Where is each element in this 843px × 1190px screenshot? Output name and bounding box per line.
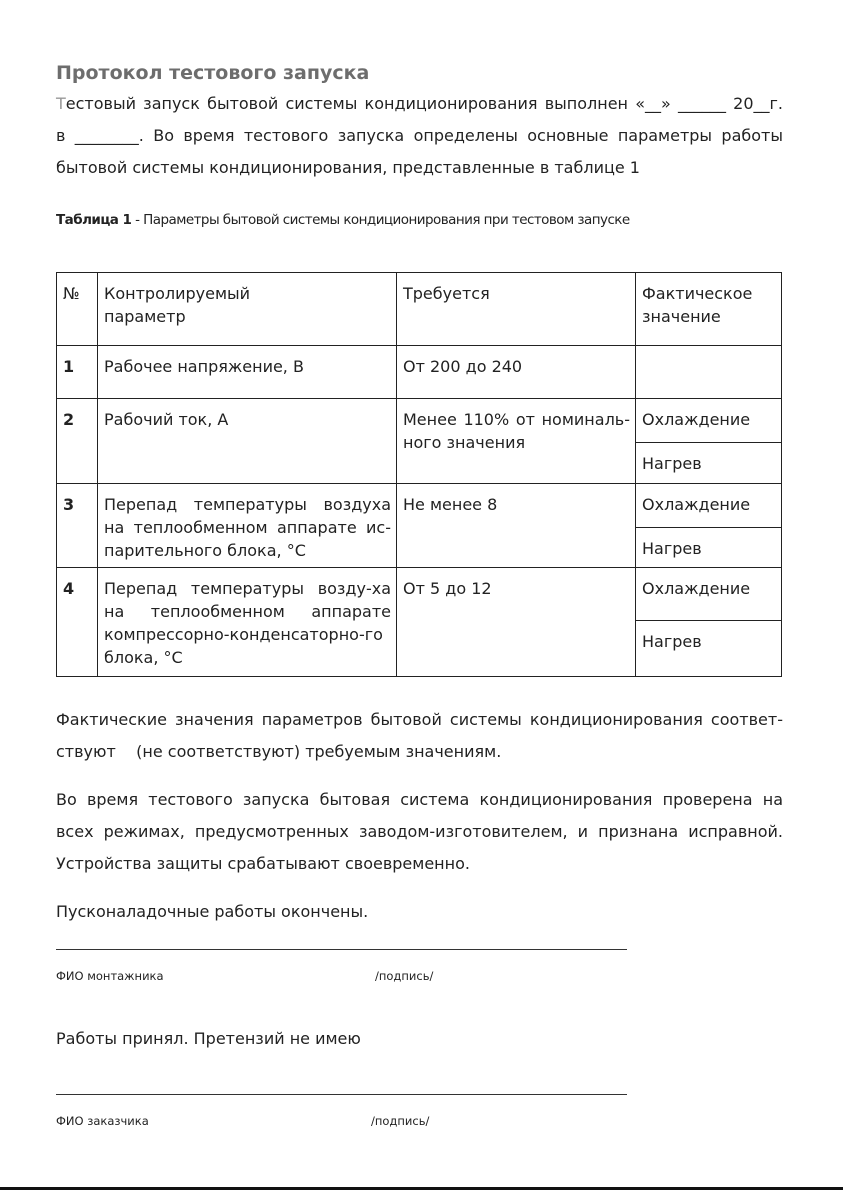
row-4-actual-heating: Нагрев [636,621,782,677]
row-3-number: 3 [57,484,98,568]
row-1-actual [636,346,782,399]
check-paragraph [56,784,783,880]
check-line-3: Устройства защиты срабатывают своевременно. [56,854,470,873]
row-1-number: 1 [57,346,98,399]
intro-line-1 [56,88,783,120]
row-3-actual-cooling: Охлаждение [636,484,782,528]
row-3-required: Не менее 8 [397,484,636,568]
header-actual: Фактическое значение [636,273,782,346]
intro-line-1-text: естовый запуск бытовой системы кондиционирования выполнен «__» ______ 20__г. [65,94,783,113]
header-required: Требуется [397,273,636,346]
check-line-2: всех режимах, предусмотренных заводом-изготовителем, и признана исправной. [56,822,783,841]
table-caption [56,212,630,228]
table-row [57,484,782,528]
customer-signature-line [56,1094,627,1095]
row-4-parameter: Перепад температуры возду-ха на теплообменном аппарате компрессорно-конденсаторно-го блока, °С [98,568,397,677]
intro-line-2: в ________. Во время тестового запуска определены основные параметры работы [56,126,783,145]
row-3-parameter: Перепад температуры воздуха на теплообменном аппарате ис-парительного блока, °С [98,484,397,568]
document-title: Протокол тестового запуска [56,62,370,84]
table-header-row [57,273,782,346]
row-2-required: Менее 110% от номиналь-ного значения [397,399,636,484]
check-line-1: Во время тестового запуска бытовая система кондиционирования проверена на [56,790,783,809]
conclusion-line-2: ствуют (не соответствуют) требуемым значениям. [56,742,502,761]
row-3-actual-heating: Нагрев [636,528,782,568]
row-2-actual-heating: Нагрев [636,443,782,484]
row-4-required: От 5 до 12 [397,568,636,677]
intro-paragraph [56,88,783,184]
intro-line-3: бытовой системы кондиционирования, представленные в таблице 1 [56,158,640,177]
accepted-text: Работы принял. Претензий не имею [56,1029,361,1048]
row-2-parameter: Рабочий ток, А [98,399,397,484]
installer-signature-line [56,949,627,950]
installer-name-label: ФИО монтажника [56,969,164,983]
conclusion-paragraph [56,704,783,768]
header-parameter: Контролируемый параметр [98,273,397,346]
row-2-actual-cooling: Охлаждение [636,399,782,443]
table-row [57,399,782,443]
conclusion-line-1: Фактические значения параметров бытовой системы кондиционирования соответ- [56,710,783,729]
table-caption-label: Таблица 1 [56,212,132,228]
row-2-number: 2 [57,399,98,484]
table-row [57,568,782,621]
row-4-number: 4 [57,568,98,677]
installer-sign-label: /подпись/ [375,969,434,983]
row-1-parameter: Рабочее напряжение, В [98,346,397,399]
row-4-actual-cooling: Охлаждение [636,568,782,621]
customer-sign-label: /подпись/ [371,1114,430,1128]
header-number: № [57,273,98,346]
intro-first-letter: Т [56,94,66,113]
row-1-required: От 200 до 240 [397,346,636,399]
parameters-table [56,272,782,677]
table-caption-text: - Параметры бытовой системы кондиционирования при тестовом запуске [131,212,630,228]
commissioning-done-text: Пусконаладочные работы окончены. [56,902,369,921]
table-row [57,346,782,399]
customer-name-label: ФИО заказчика [56,1114,149,1128]
